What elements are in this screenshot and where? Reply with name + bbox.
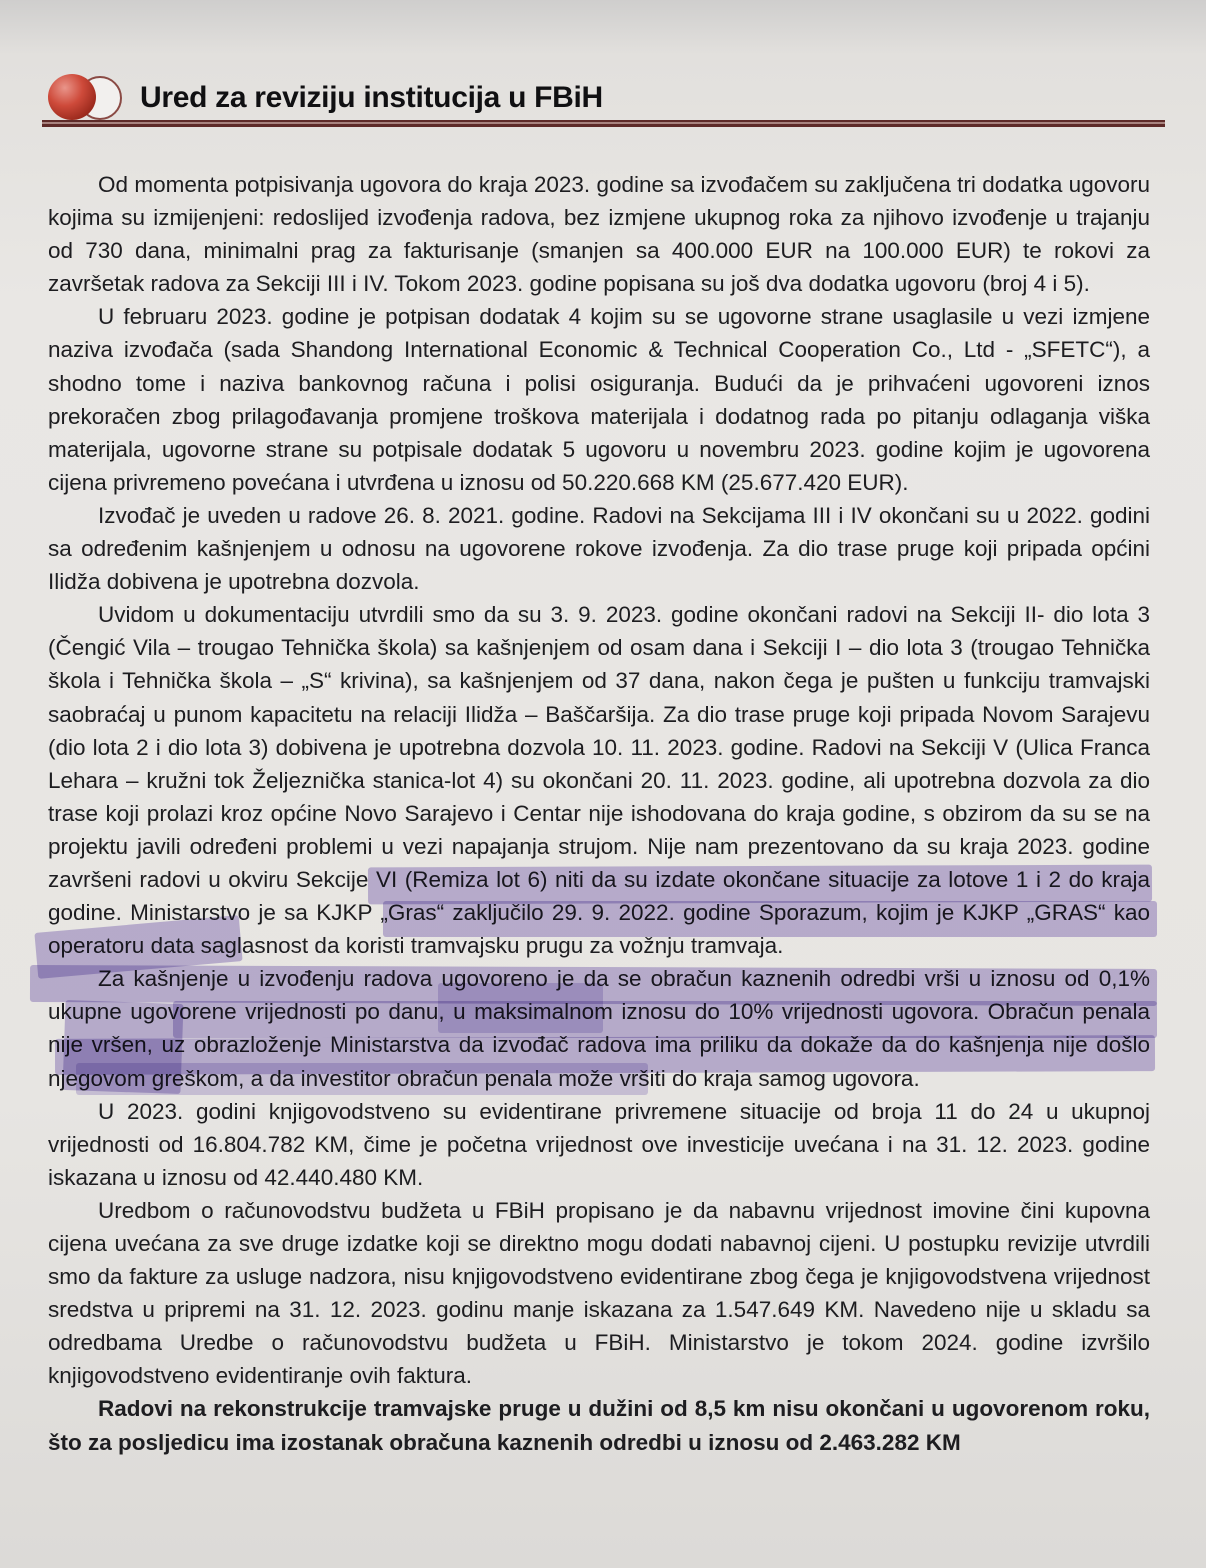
logo-red-circle <box>48 74 96 120</box>
article <box>48 168 1150 1459</box>
header-divider-rule <box>42 120 1165 128</box>
header-title: Ured za reviziju institucija u FBiH <box>140 81 603 114</box>
paragraph: U februaru 2023. godine je potpisan dodatak 4 kojim su se ugovorne strane usaglasile u vezi izmjene naziva izvođača (sada Shandong International Economic & Technical Cooperation Co., Ltd - „SFETC“), a shodno tome i naziva bankovnog računa i polisi osiguranja. Budući da je prihvaćeni ugovoreni iznos prekoračen zbog prilagođavanja promjene troškova materijala i dodatnog rada po pitanju odlaganja viška materijala, ugovorne strane su potpisale dodatak 5 ugovoru u novembru 2023. godine kojim je ugovorena cijena privremeno povećana i utvrđena u iznosu od 50.220.668 KM (25.677.420 EUR). <box>48 304 1150 495</box>
paragraph: Uvidom u dokumentaciju utvrdili smo da su 3. 9. 2023. godine okončani radovi na Sekciji II- dio lota 3 (Čengić Vila – trougao Tehnička škola) sa kašnjenjem od osam dana i Sekciji I – dio lota 3 (trougao Tehnička škola i Tehnička škola – „S“ krivina), sa kašnjenjem od 37 dana, nakon čega je pušten u funkciju tramvajski saobraćaj u punom kapacitetu na relaciji Ilidža – Baščaršija. Za dio trase pruge koji pripada Novom Sarajevu (dio lota 2 i dio lota 3) dobivena je upotrebna dozvola 10. 11. 2023. godine. Radovi na Sekciji V (Ulica Franca Lehara – kružni tok Željeznička stanica-lot 4) su okončani 20. 11. 2023. godine, ali upotrebna dozvola za dio trase koji prolazi kroz općine Novo Sarajevo i Centar nije ishodovana do kraja godine, s obzirom da su se na projektu javili određeni problemi u vezi napajanja strujom. Nije nam prezentovano da su kraja 2023. godine završeni radovi u okviru Sekcije VI (Remiza lot 6) niti da su izdate okončane situacije za lotove 1 i 2 do kraja godine. Ministarstvo je sa KJKP „Gras“ zaključilo 29. 9. 2022. godine Sporazum, kojim je KJKP „GRAS“ kao operatoru data saglasnost da koristi tramvajsku prugu za vožnju tramvaja. <box>48 602 1150 959</box>
paragraph: Izvođač je uveden u radove 26. 8. 2021. godine. Radovi na Sekcijama III i IV okončani su u 2022. godini sa određenim kašnjenjem u odnosu na ugovorene rokove izvođenja. Za dio trase pruge koji pripada općini Ilidža dobivena je upotrebna dozvola. <box>48 502 1150 595</box>
paragraph: Od momenta potpisivanja ugovora do kraja 2023. godine sa izvođačem su zaključena tri dodatka ugovoru kojima su izmijenjeni: redoslijed izvođenja radova, bez izmjene ukupnog roka za njihovo izvođenje u trajanju od 730 dana, minimalni prag za fakturisanje (smanjen sa 400.000 EUR na 100.000 EUR) te rokovi za završetak radova za Sekciji III i IV. Tokom 2023. godine popisana su još dva dodatka ugovoru (broj 4 i 5). <box>48 172 1150 297</box>
paragraph: Uredbom o računovodstvu budžeta u FBiH propisano je da nabavnu vrijednost imovine čini kupovna cijena uvećana za sve druge izdatke koji se direktno mogu dodati nabavnoj cijeni. U postupku revizije utvrdili smo da fakture za usluge nadzora, nisu knjigovodstveno evidentirane zbog čega je knjigovodstvena vrijednost sredstva u pripremi na 31. 12. 2023. godinu manje iskazana za 1.547.649 KM. Navedeno nije u skladu sa odredbama Uredbe o računovodstvu budžeta u FBiH. Ministarstvo je tokom 2024. godine izvršilo knjigovodstveno evidentiranje ovih faktura. <box>48 1197 1150 1389</box>
paragraph: Radovi na rekonstrukcije tramvajske pruge u dužini od 8,5 km nisu okončani u ugovorenom roku, što za posljedicu ima izostanak obračuna kaznenih odredbi u iznosu od 2.463.282 KM <box>48 1396 1150 1455</box>
document-header <box>48 72 603 124</box>
paragraph: Za kašnjenje u izvođenju radova ugovoreno je da se obračun kaznenih odredbi vrši u iznosu od 0,1% ukupne ugovorene vrijednosti po danu, u maksimalnom iznosu do 10% vrijednosti ugovora. Obračun penala nije vršen, uz obrazloženje Ministarstva da izvođač radova ima priliku da dokaže da do kašnjenja nije došlo njegovom greškom, a da investitor obračun penala može vršiti do kraja samog ugovora. <box>48 966 1150 1091</box>
audit-office-logo-icon <box>48 73 126 123</box>
paragraph: U 2023. godini knjigovodstveno su evidentirane privremene situacije od broja 11 do 24 u ukupnoj vrijednosti od 16.804.782 KM, čime je početna vrijednost ove investicije uvećana i na 31. 12. 2023. godine iskazana u iznosu od 42.440.480 KM. <box>48 1098 1150 1190</box>
